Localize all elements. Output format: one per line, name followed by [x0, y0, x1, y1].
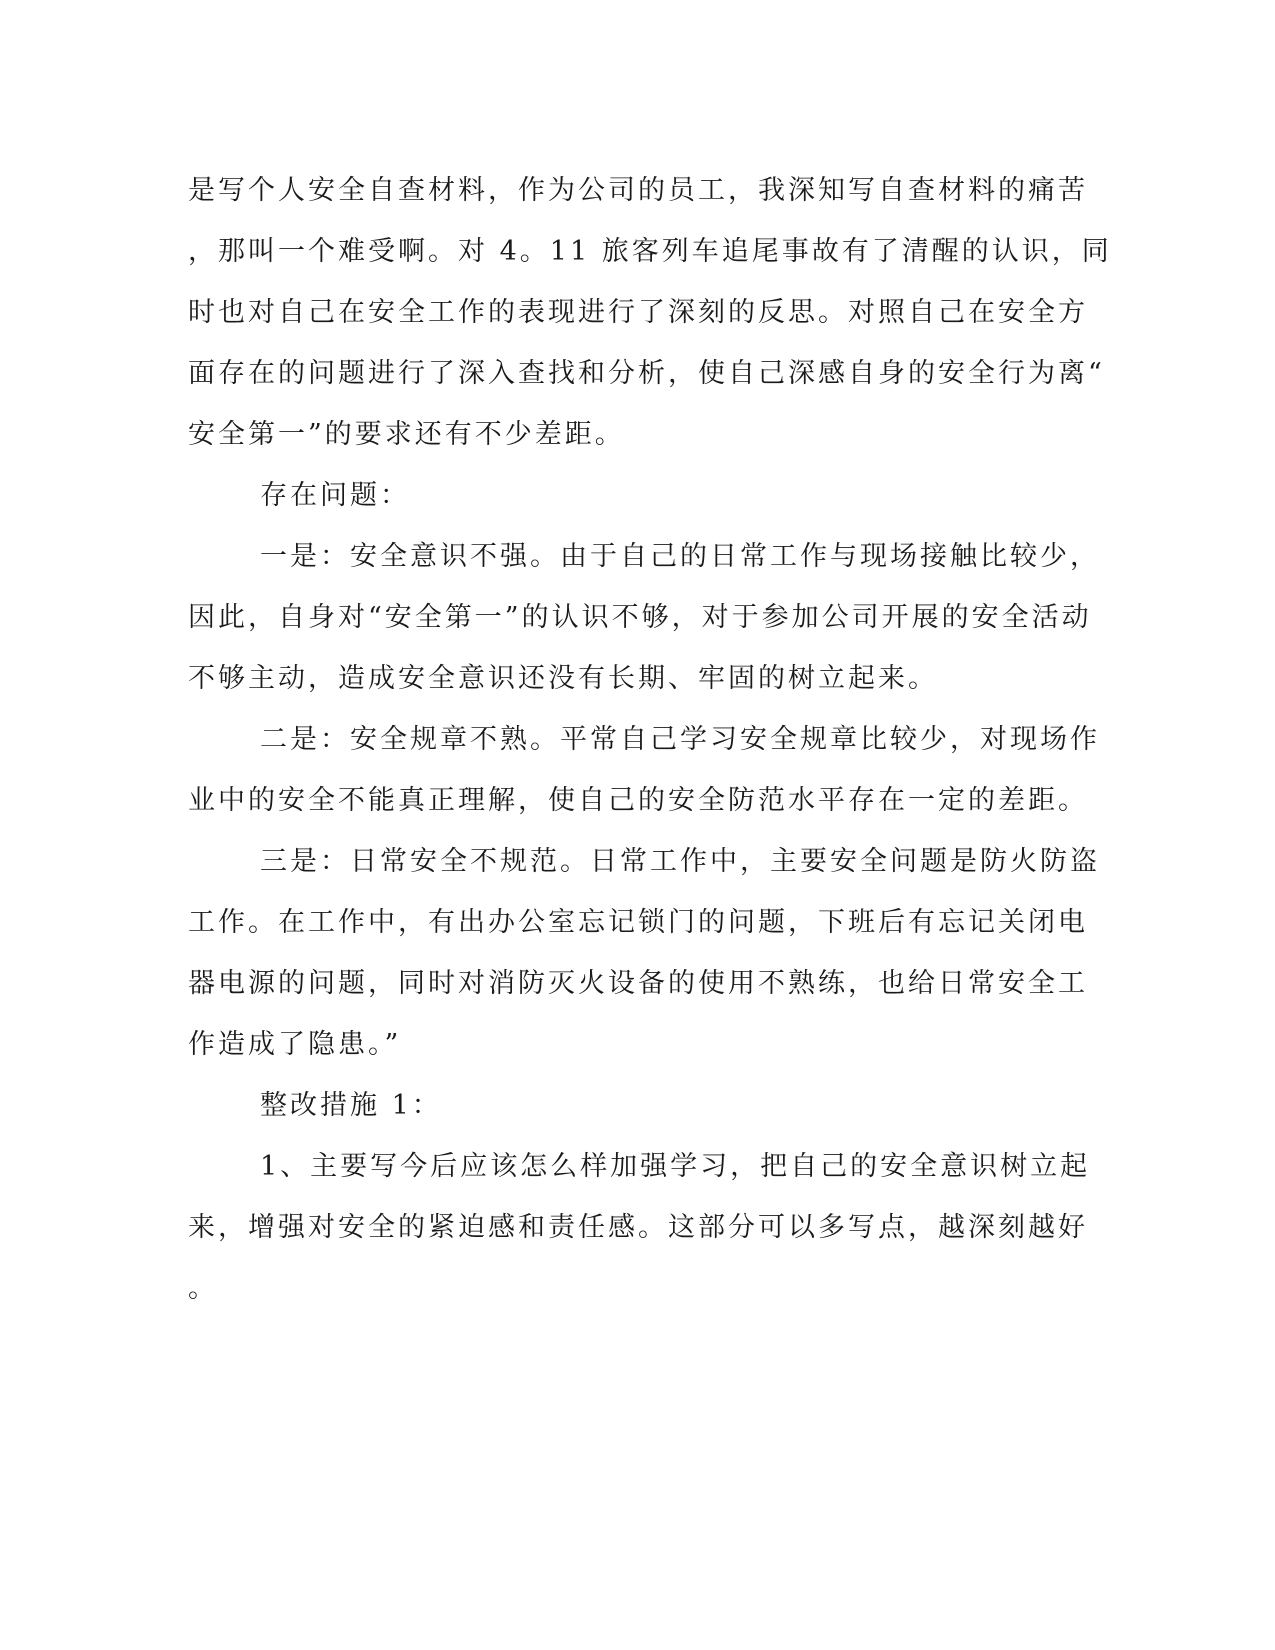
- section-heading-measures: 整改措施 1：: [260, 1090, 442, 1121]
- text-line: ，那叫一个难受啊。对 4。11 旅客列车追尾事故有了清醒的认识，同: [188, 236, 1112, 267]
- text-line: 时也对自己在安全工作的表现进行了深刻的反思。对照自己在安全方: [188, 297, 1088, 328]
- text-line: 二是：安全规章不熟。平常自己学习安全规章比较少，对现场作: [260, 724, 1100, 755]
- text-line: 业中的安全不能真正理解，使自己的安全防范水平存在一定的差距。: [188, 785, 1088, 816]
- text-line: 来，增强对安全的紧迫感和责任感。这部分可以多写点，越深刻越好: [188, 1212, 1088, 1243]
- text-line: 安全第一”的要求还有不少差距。: [188, 419, 625, 450]
- text-line: 是写个人安全自查材料，作为公司的员工，我深知写自查材料的痛苦: [188, 175, 1088, 206]
- text-line: 器电源的问题，同时对消防灭火设备的使用不熟练，也给日常安全工: [188, 968, 1088, 999]
- text-line: 一是：安全意识不强。由于自己的日常工作与现场接触比较少，: [260, 541, 1100, 572]
- text-line: 1、主要写今后应该怎么样加强学习，把自己的安全意识树立起: [260, 1151, 1091, 1182]
- text-line: 不够主动，造成安全意识还没有长期、牢固的树立起来。: [188, 663, 938, 694]
- body-text: [188, 160, 1112, 1319]
- text-line: 因此，自身对“安全第一”的认识不够，对于参加公司开展的安全活动: [188, 602, 1092, 633]
- section-heading-problems: 存在问题：: [260, 480, 410, 511]
- text-line: 面存在的问题进行了深入查找和分析，使自己深感自身的安全行为离“: [188, 358, 1105, 389]
- text-line: 。: [188, 1273, 218, 1304]
- text-line: 三是：日常安全不规范。日常工作中，主要安全问题是防火防盗: [260, 846, 1100, 877]
- text-line: 作造成了隐患。”: [188, 1029, 402, 1060]
- text-line: 工作。在工作中，有出办公室忘记锁门的问题，下班后有忘记关闭电: [188, 907, 1088, 938]
